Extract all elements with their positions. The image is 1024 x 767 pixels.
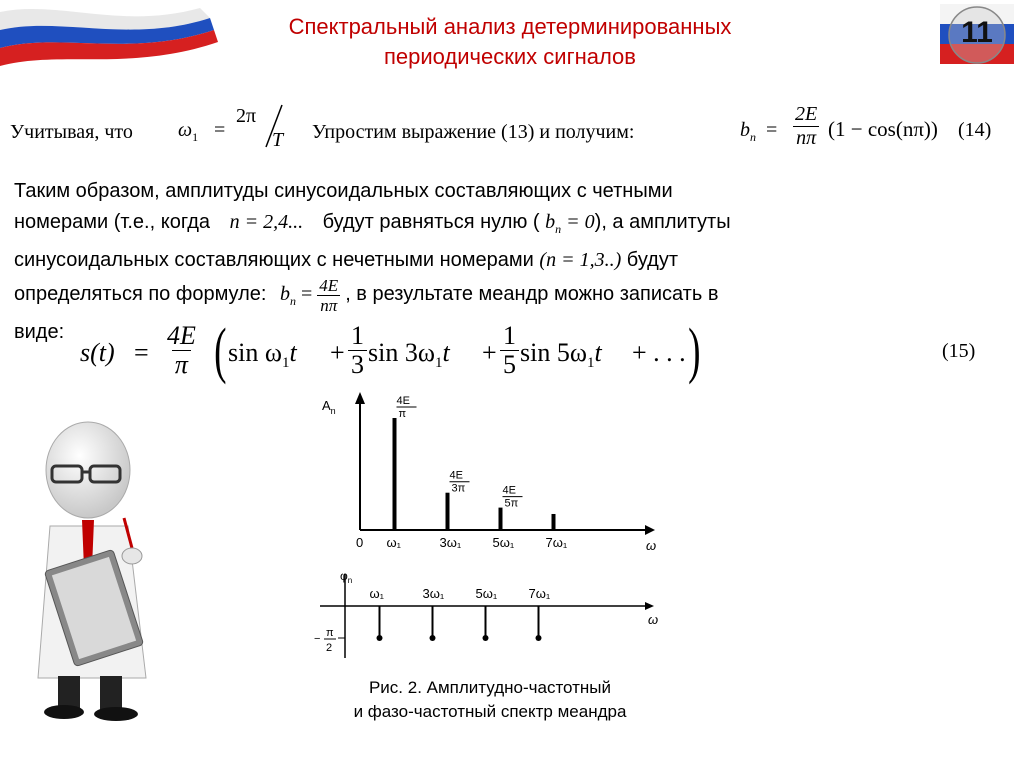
phase-spectrum-chart: [300, 566, 680, 666]
omega1-symbol: $\omega_1$: [178, 119, 199, 144]
plus-2: +: [482, 338, 497, 367]
term-3: $\sin 5\omega_1t$: [520, 338, 602, 372]
formula-14-line: [10, 103, 1010, 163]
amp-tick-label-3: 5ω₁: [492, 535, 515, 550]
phase-point-1: [377, 635, 383, 641]
slide-number-badge: [938, 2, 1016, 68]
amp-tick-label-4: 7ω₁: [545, 535, 568, 550]
amp-x-axis-label: ω: [646, 538, 657, 553]
bn-odd-formula: $b_n$ = $\frac{4E}{n\pi}$: [280, 283, 345, 305]
ellipsis-term: + . . .: [632, 338, 686, 367]
bn-fraction: $\frac{2E}{n\pi}$: [795, 103, 818, 149]
phase-tick-label-1: ω₁: [369, 586, 385, 601]
simplify-text: Упростим выражение (13) и получим:: [312, 121, 635, 143]
bn-zero-math: $b_n = 0$: [545, 211, 595, 236]
bn-symbol: $b_n$: [740, 119, 756, 144]
formula15-coefficient: $\frac{4E}{\pi}$: [167, 321, 196, 379]
bn-cos-term: (1 − cos(nπ)): [828, 117, 938, 141]
amp-origin-label: 0: [356, 535, 364, 550]
svg-text:−: −: [314, 633, 321, 645]
fraction-one-third: $\frac{1}{3}$: [344, 322, 371, 379]
amp-tick-label-2: 3ω₁: [439, 535, 462, 550]
amp-value-label-3: [503, 485, 523, 510]
paragraph-line-3: синусоидальных составляющих с нечетными номерами (n = 1,3..) будут: [14, 249, 678, 271]
svg-text:π: π: [398, 408, 407, 420]
title-line-1: Спектральный анализ детерминированных: [288, 14, 732, 39]
phase-point-3: [483, 635, 489, 641]
svg-text:π: π: [326, 627, 334, 639]
equation-number-14: (14): [958, 119, 992, 141]
formula15-equals: =: [134, 338, 149, 367]
right-paren: ): [688, 317, 701, 385]
svg-text:2: 2: [326, 642, 333, 654]
phase-tick-label-3: 5ω₁: [475, 586, 498, 601]
amp-y-axis-label: $A_n$: [322, 398, 336, 416]
phase-x-axis-arrow: [645, 602, 654, 610]
plus-1: +: [330, 338, 345, 367]
svg-text:4E: 4E: [396, 395, 410, 407]
svg-text:3π: 3π: [451, 482, 466, 495]
amp-tick-label-1: ω₁: [386, 535, 402, 550]
paragraph-line-5: виде:: [14, 321, 65, 344]
title-line-2: периодических сигналов: [384, 44, 636, 69]
phase-tick-label-2: 3ω₁: [422, 586, 445, 601]
line1-lead-text: Учитывая, что: [10, 121, 133, 143]
phase-y-axis-label: $\varphi_n$: [340, 569, 353, 585]
svg-text:4E: 4E: [449, 469, 463, 482]
caption-line-2: и фазо-частотный спектр меандра: [353, 702, 627, 721]
slide-title: [180, 12, 840, 72]
left-paren: (: [214, 317, 227, 385]
n-odd-math: (n = 1,3..): [539, 249, 622, 271]
svg-text:5π: 5π: [504, 497, 519, 510]
two-pi-numerator: 2π: [236, 105, 257, 127]
phase-tick-label: [314, 627, 336, 654]
fraction-one-fifth: $\frac{1}{5}$: [496, 322, 523, 379]
svg-text:4E: 4E: [502, 484, 516, 497]
formula-15: [80, 317, 1020, 388]
omega1-equals: =: [214, 119, 226, 141]
term-2: $\sin 3\omega_1t$: [368, 338, 450, 372]
paragraph-line-2: номерами (т.е., когда n = 2,4... будут равняться нулю ( $b_n = 0$), а амплитуты: [14, 211, 731, 236]
phase-point-2: [430, 635, 436, 641]
amp-x-axis-arrow: [645, 525, 655, 535]
n-even-math: n = 2,4...: [229, 211, 304, 233]
equation-number-15: (15): [942, 340, 976, 362]
amplitude-spectrum-chart: [300, 390, 680, 560]
amp-y-axis-arrow: [355, 392, 365, 404]
phase-x-axis-label: ω: [648, 612, 659, 627]
phase-tick-label-4: 7ω₁: [528, 586, 551, 601]
amp-value-label-1: [397, 395, 417, 420]
paragraph-line-1: Таким образом, амплитуды синусоидальных составляющих с четными: [14, 180, 673, 202]
amp-value-label-2: [450, 470, 470, 495]
term-1: $\sin \omega_1t$: [228, 338, 297, 372]
slide-number: 11: [961, 16, 993, 49]
s-of-t: s(t): [80, 338, 115, 367]
phase-point-4: [536, 635, 542, 641]
cartoon-teacher-figure: [28, 408, 178, 728]
T-denominator: T: [272, 129, 284, 151]
paragraph-line-4: определяться по формуле: $b_n$ = $\frac{4E}{n\pi}$ , в результате меандр можно записать в: [14, 276, 719, 315]
caption-line-1: Рис. 2. Амплитудно-частотный: [368, 678, 612, 697]
bn-equals: =: [766, 119, 778, 141]
figure-caption: [280, 676, 700, 724]
